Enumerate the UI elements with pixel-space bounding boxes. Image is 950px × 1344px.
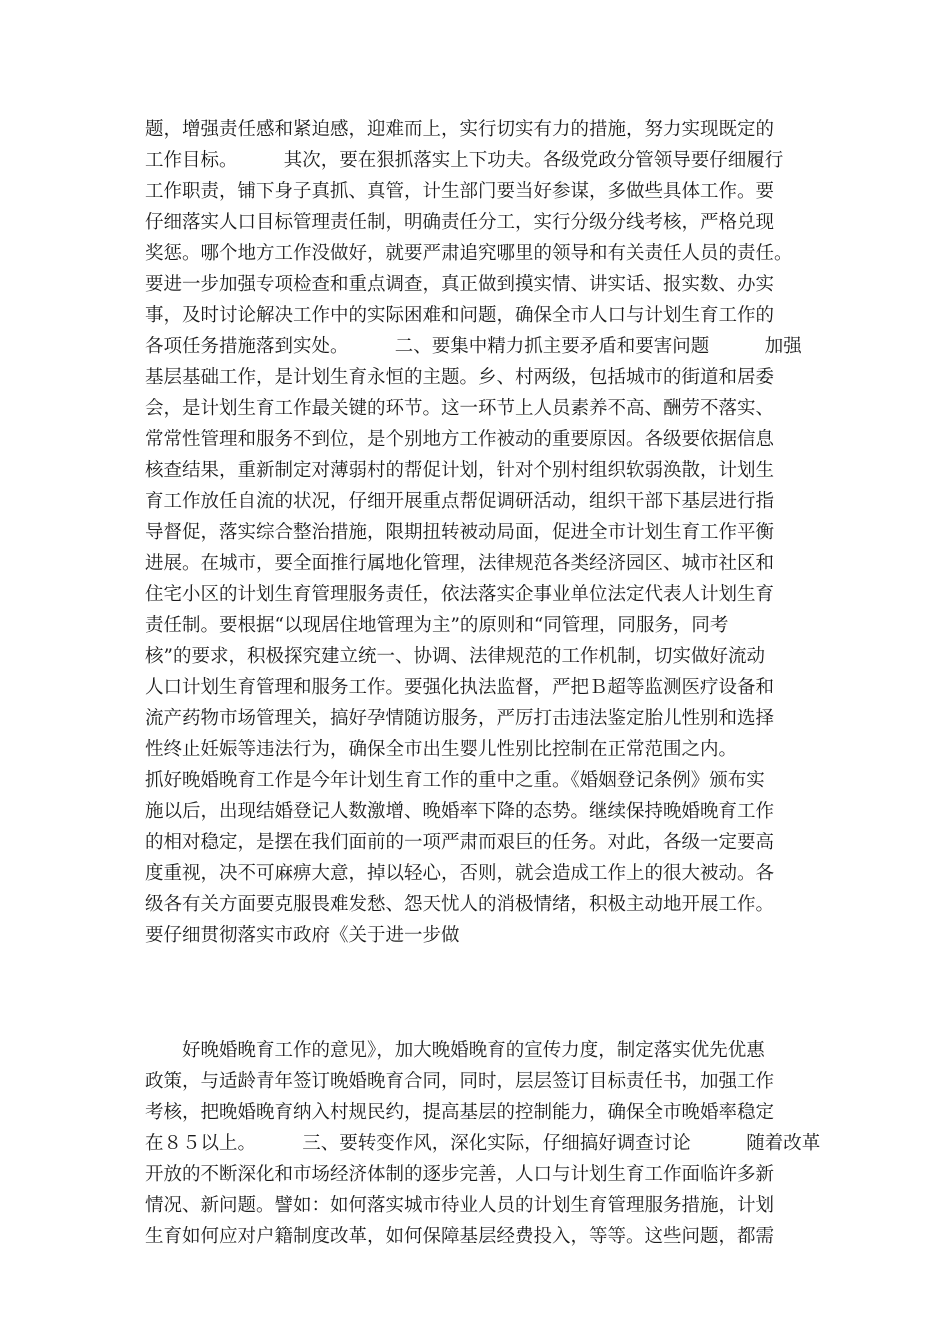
- text-line: 基层基础工作，是计划生育永恒的主题。乡、村两级，包括城市的街道和居委: [145, 367, 775, 388]
- text-line: 进展。在城市，要全面推行属地化管理，法律规范各类经济园区、城市社区和: [145, 553, 775, 574]
- text-line: 在８５以上。 三、要转变作风，深化实际，仔细搞好调查讨论 随着改革: [145, 1133, 821, 1154]
- text-line: 奖惩。哪个地方工作没做好，就要严肃追究哪里的领导和有关责任人员的责任。: [145, 243, 793, 264]
- text-line: 事，及时讨论解决工作中的实际困难和问题，确保全市人口与计划生育工作的: [145, 305, 775, 326]
- text-line: 生育如何应对户籍制度改革，如何保障基层经费投入，等等。这些问题，都需: [145, 1226, 775, 1247]
- text-line: 的相对稳定，是摆在我们面前的一项严肃而艰巨的任务。对此，各级一定要高: [145, 832, 775, 853]
- text-line: 工作职责，铺下身子真抓、真管，计生部门要当好参谋，多做些具体工作。要: [145, 181, 775, 202]
- text-line: 人口计划生育管理和服务工作。要强化执法监督，严把Ｂ超等监测医疗设备和: [145, 677, 775, 698]
- text-line: 核”的要求，积极探究建立统一、协调、法律规范的工作机制，切实做好流动: [145, 646, 765, 667]
- text-line: 育工作放任自流的状况，仔细开展重点帮促调研活动，组织干部下基层进行指: [145, 491, 775, 512]
- text-line: 抓好晚婚晚育工作是今年计划生育工作的重中之重。《婚姻登记条例》颁布实: [145, 770, 765, 791]
- text-line: 各项任务措施落到实处。 二、要集中精力抓主要矛盾和要害问题 加强: [145, 336, 802, 357]
- text-line: 要仔细贯彻落实市政府《关于进一步做: [145, 925, 460, 946]
- text-line: 性终止妊娠等违法行为，确保全市出生婴儿性别比控制在正常范围之内。: [145, 739, 738, 760]
- text-line: 仔细落实人口目标管理责任制，明确责任分工，实行分级分线考核，严格兑现: [145, 212, 775, 233]
- text-line: 常常性管理和服务不到位，是个别地方工作被动的重要原因。各级要依据信息: [145, 429, 775, 450]
- body-text-block-2: [145, 1035, 821, 1252]
- text-line: 级各有关方面要克服畏难发愁、怨天忧人的消极情绪，积极主动地开展工作。: [145, 894, 775, 915]
- text-line: 会，是计划生育工作最关键的环节。这一环节上人员素养不高、酬劳不落实、: [145, 398, 775, 419]
- text-line: 情况、新问题。譬如：如何落实城市待业人员的计划生育管理服务措施，计划: [145, 1195, 775, 1216]
- text-line: 开放的不断深化和市场经济体制的逐步完善，人口与计划生育工作面临许多新: [145, 1164, 775, 1185]
- text-line: 工作目标。 其次，要在狠抓落实上下功夫。各级党政分管领导要仔细履行: [145, 150, 784, 171]
- body-text-block-1: [145, 114, 810, 951]
- text-line: 考核，把晚婚晚育纳入村规民约，提高基层的控制能力，确保全市晚婚率稳定: [145, 1102, 775, 1123]
- text-line: 要进一步加强专项检查和重点调查，真正做到摸实情、讲实话、报实数、办实: [145, 274, 775, 295]
- text-line: 责任制。要根据“以现居住地管理为主”的原则和“同管理，同服务，同考: [145, 615, 729, 636]
- text-line: 好晚婚晚育工作的意见》，加大晚婚晚育的宣传力度，制定落实优先优惠: [145, 1040, 765, 1061]
- text-line: 住宅小区的计划生育管理服务责任，依法落实企事业单位法定代表人计划生育: [145, 584, 775, 605]
- text-line: 导督促，落实综合整治措施，限期扭转被动局面，促进全市计划生育工作平衡: [145, 522, 775, 543]
- text-line: 施以后，出现结婚登记人数激增、晚婚率下降的态势。继续保持晚婚晚育工作: [145, 801, 775, 822]
- text-line: 核查结果，重新制定对薄弱村的帮促计划，针对个别村组织软弱涣散，计划生: [145, 460, 775, 481]
- text-line: 流产药物市场管理关，搞好孕情随访服务，严厉打击违法鉴定胎儿性别和选择: [145, 708, 775, 729]
- text-line: 题，增强责任感和紧迫感，迎难而上，实行切实有力的措施，努力实现既定的: [145, 119, 775, 140]
- text-line: 度重视，决不可麻痹大意，掉以轻心，否则，就会造成工作上的很大被动。各: [145, 863, 775, 884]
- text-line: 政策，与适龄青年签订晚婚晚育合同，同时，层层签订目标责任书，加强工作: [145, 1071, 775, 1092]
